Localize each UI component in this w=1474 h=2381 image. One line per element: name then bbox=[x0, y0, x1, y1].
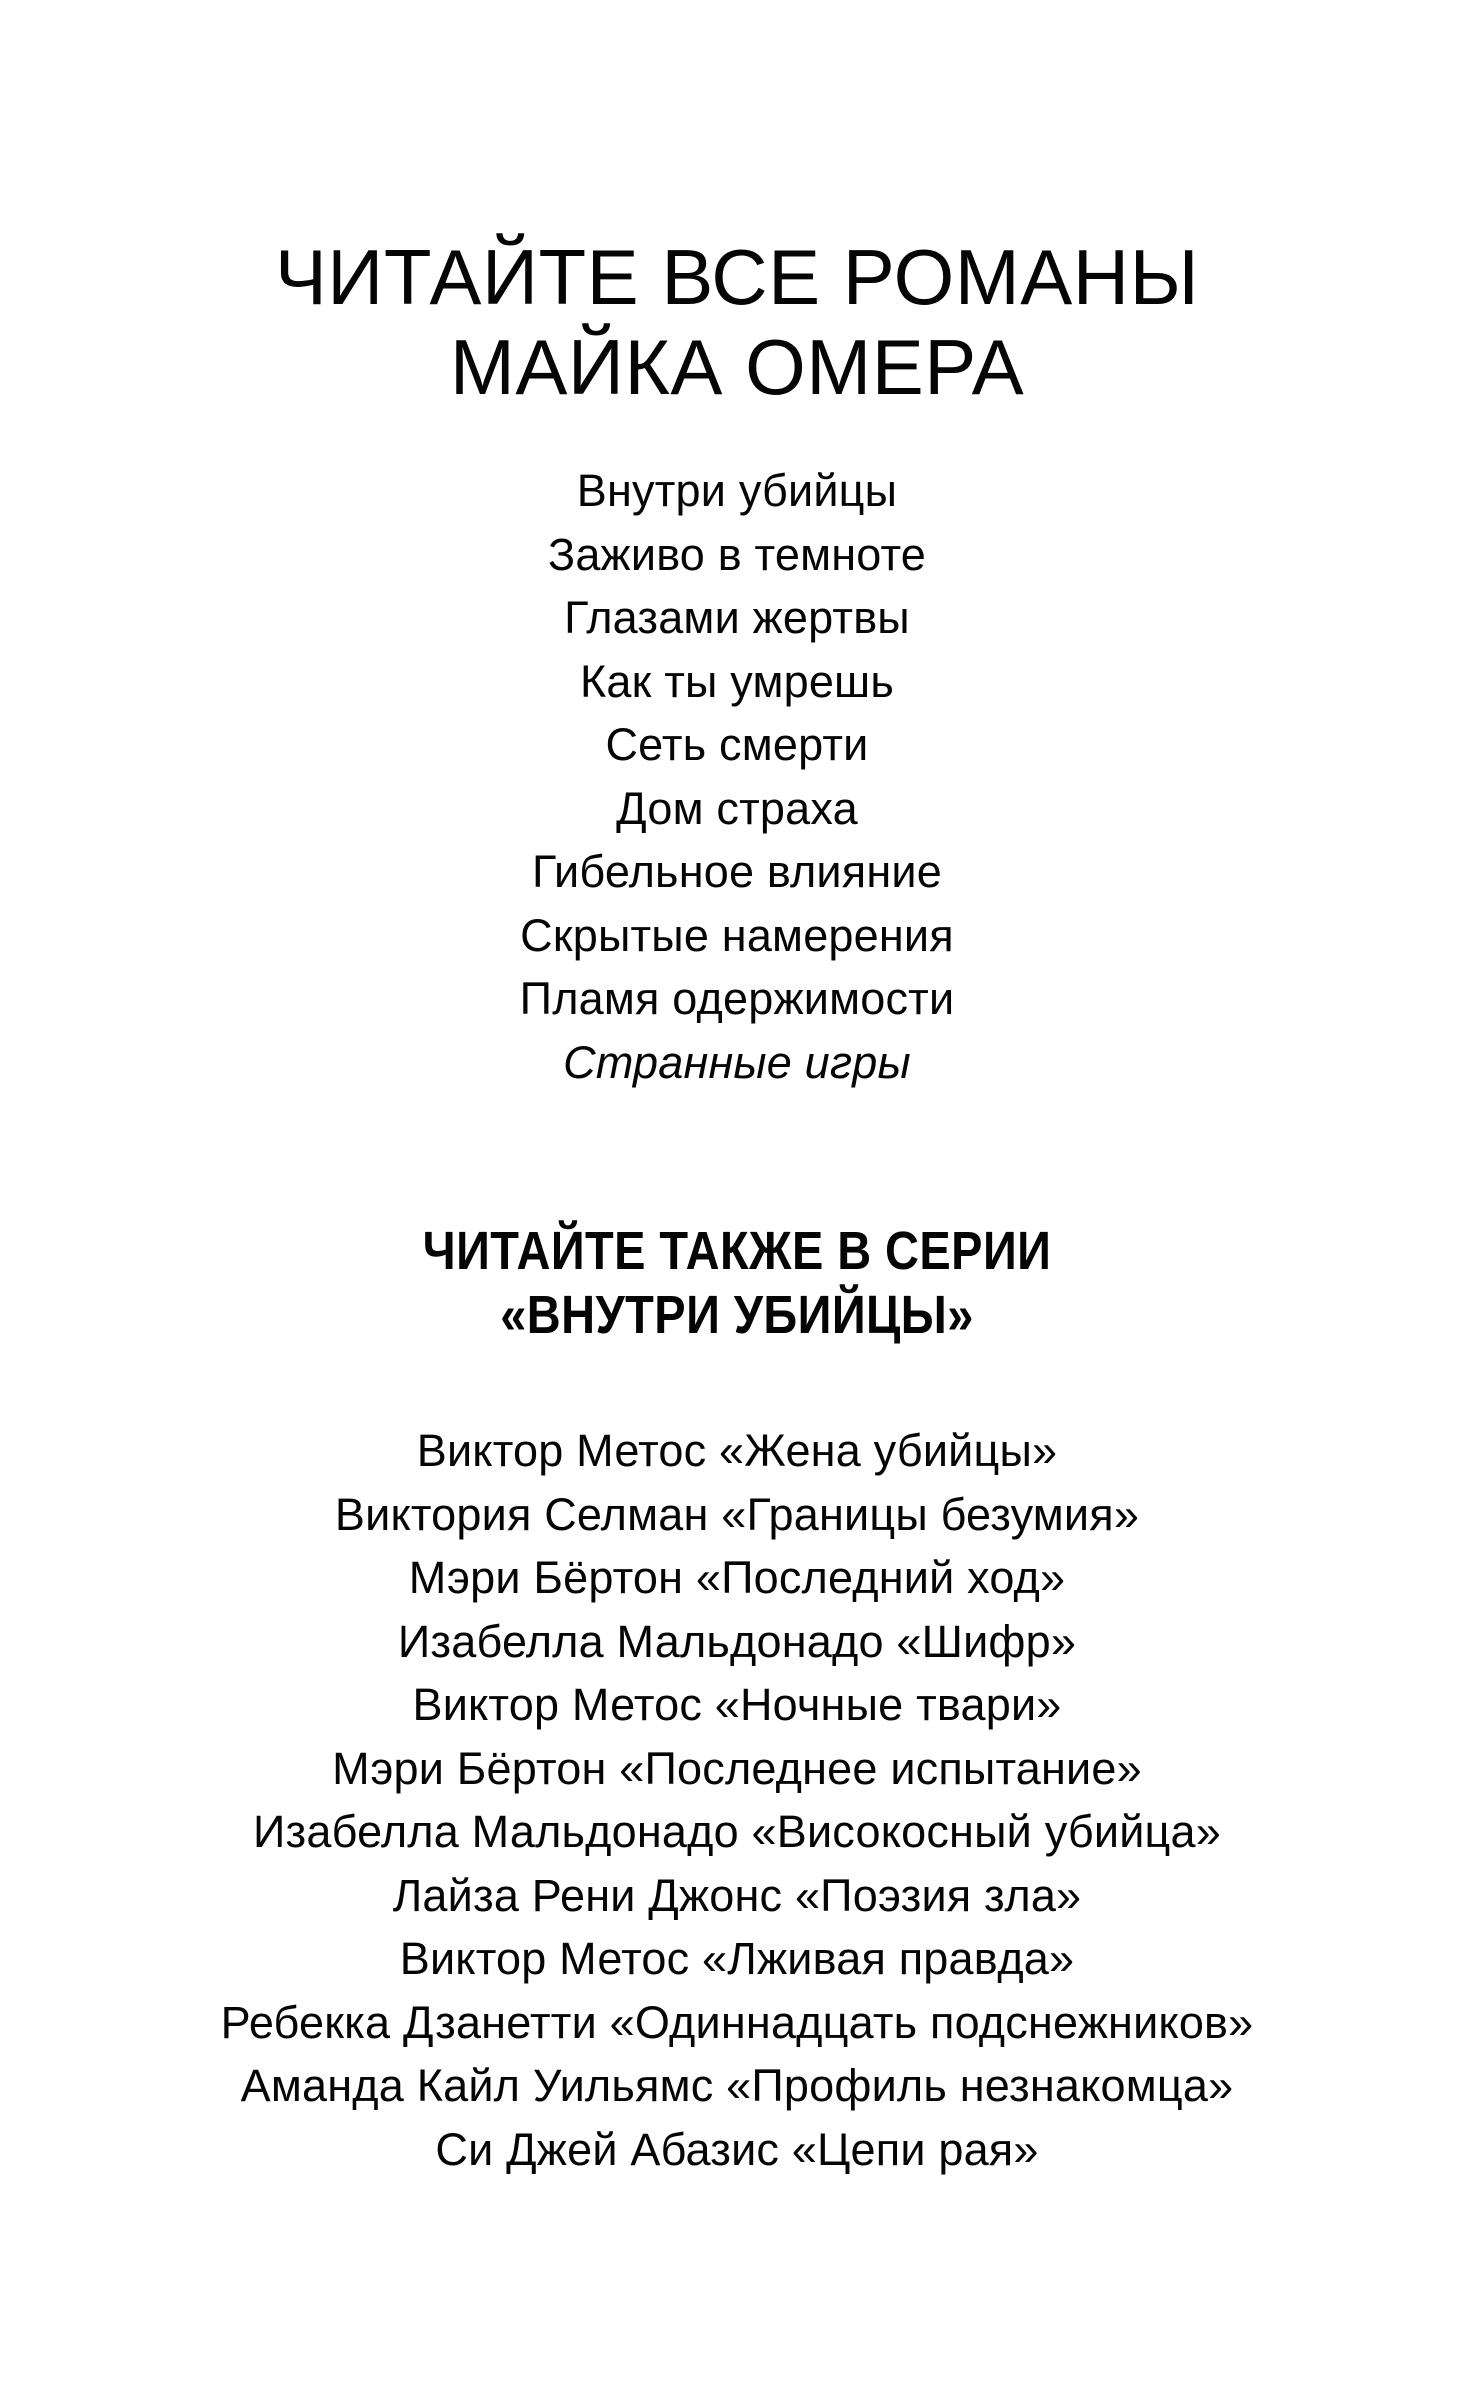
novel-title: Сеть смерти bbox=[605, 719, 869, 770]
series-book-title: Аманда Кайл Уильямс «Профиль незнакомца» bbox=[240, 2060, 1234, 2111]
series-book-title: Виктор Метос «Жена убийцы» bbox=[416, 1425, 1058, 1476]
series-book-title: Виктор Метос «Лживая правда» bbox=[399, 1933, 1075, 1984]
series-book-title: Си Джей Абазис «Цепи рая» bbox=[435, 2123, 1039, 2175]
novel-title: Внутри убийцы bbox=[576, 465, 898, 516]
series-book-title: Виктория Селман «Границы безумия» bbox=[334, 1488, 1140, 1540]
series-book-title: Лайза Рени Джонс «Поэзия зла» bbox=[392, 1869, 1082, 1921]
page-title-line2: МАЙКА ОМЕРА bbox=[449, 323, 1025, 411]
novel-title-italic: Странные игры bbox=[563, 1036, 911, 1088]
series-book-title: Мэри Бёртон «Последний ход» bbox=[408, 1552, 1066, 1603]
novel-title: Пламя одержимости bbox=[519, 973, 955, 1024]
series-heading-line1: ЧИТАЙТЕ ТАКЖЕ В СЕРИИ bbox=[422, 1221, 1052, 1281]
series-heading bbox=[0, 1219, 1474, 1347]
novel-title: Заживо в темноте bbox=[547, 528, 927, 580]
series-books-list bbox=[0, 1419, 1474, 2181]
series-book-title: Изабелла Мальдонадо «Шифр» bbox=[397, 1615, 1077, 1667]
novel-title: Гибельное влияние bbox=[532, 846, 942, 897]
page-title bbox=[0, 232, 1474, 412]
novel-title: Как ты умрешь bbox=[579, 655, 895, 707]
novel-title: Скрытые намерения bbox=[520, 909, 954, 961]
series-book-title: Виктор Метос «Ночные твари» bbox=[412, 1679, 1062, 1730]
series-book-title: Ребекка Дзанетти «Одиннадцать подснежников» bbox=[220, 1996, 1254, 2048]
series-heading-line2: «ВНУТРИ УБИЙЦЫ» bbox=[500, 1285, 974, 1345]
omer-novels-list bbox=[0, 459, 1474, 1094]
page-title-line1: ЧИТАЙТЕ ВСЕ РОМАНЫ bbox=[274, 233, 1200, 321]
novel-title: Глазами жертвы bbox=[564, 592, 910, 643]
series-book-title: Изабелла Мальдонадо «Високосный убийца» bbox=[253, 1806, 1221, 1857]
series-book-title: Мэри Бёртон «Последнее испытание» bbox=[332, 1742, 1142, 1794]
novel-title: Дом страха bbox=[616, 782, 858, 834]
